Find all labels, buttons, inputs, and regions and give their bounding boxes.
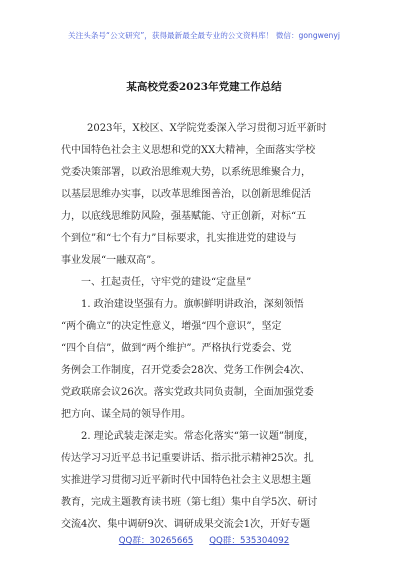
body-line: 力，以底线思维防风险，强基赋能、守正创新，对标“五 — [61, 211, 307, 222]
qq-group-link-2[interactable]: QQ群：535304092 — [209, 536, 290, 546]
body-line: 2023年，X校区、X学院党委深入学习贯彻习近平新时 — [87, 123, 327, 134]
body-line: 党委决策部署，以政治思维观大势，以系统思维聚合力， — [61, 167, 311, 178]
body-line: 把方向、谋全局的领导作用。 — [61, 409, 191, 420]
body-line: “四个自信”，做到“两个维护”。严格执行党委会、党 — [61, 343, 292, 354]
section-heading: 一、扛起责任，守牢党的建设“定盘星” — [81, 277, 252, 288]
body-line: 代中国特色社会主义思想和党的XX大精神，全面落实学校 — [61, 145, 316, 156]
body-line: 实推进学习贯彻习近平新时代中国特色社会主义思想主题 — [61, 475, 311, 486]
body-line: 2. 理论武装走深走实。常态化落实“第一议题”制度， — [81, 431, 314, 442]
body-line: 事业发展“一融双高”。 — [61, 255, 162, 266]
qq-group-link-1[interactable]: QQ群：30265665 — [118, 536, 194, 546]
body-line: “两个确立”的决定性意义，增强“四个意识”，坚定 — [61, 321, 282, 332]
footer-contact — [0, 534, 408, 546]
body-line: 交流4次、集中调研9次、调研成果交流会1次，开好专题 — [61, 519, 311, 530]
body-line: 教育，完成主题教育读书班（第七组）集中自学5次、研讨 — [61, 497, 318, 508]
body-line: 务例会工作制度，召开党委会28次、党务工作例会4次、 — [61, 365, 311, 376]
body-line: 以基层思维办实事，以改革思维图善治，以创新思维促活 — [61, 189, 311, 200]
body-line: 传达学习习近平总书记重要讲话、指示批示精神25次。扎 — [61, 453, 314, 464]
body-line: 个到位”和“七个有力”目标要求，扎实推进党的建设与 — [61, 233, 297, 244]
header-banner: 关注头条号“公文研究”，获得最新最全最专业的公文资料库！ 微信：gongwenyj — [68, 31, 340, 40]
document-title: 某高校党委2023年党建工作总结 — [126, 81, 282, 93]
body-line: 1. 政治建设坚强有力。旗帜鲜明讲政治，深刻领悟 — [81, 299, 304, 310]
body-line: 党政联席会议26次。落实党政共同负责制，全面加强党委 — [61, 387, 314, 398]
